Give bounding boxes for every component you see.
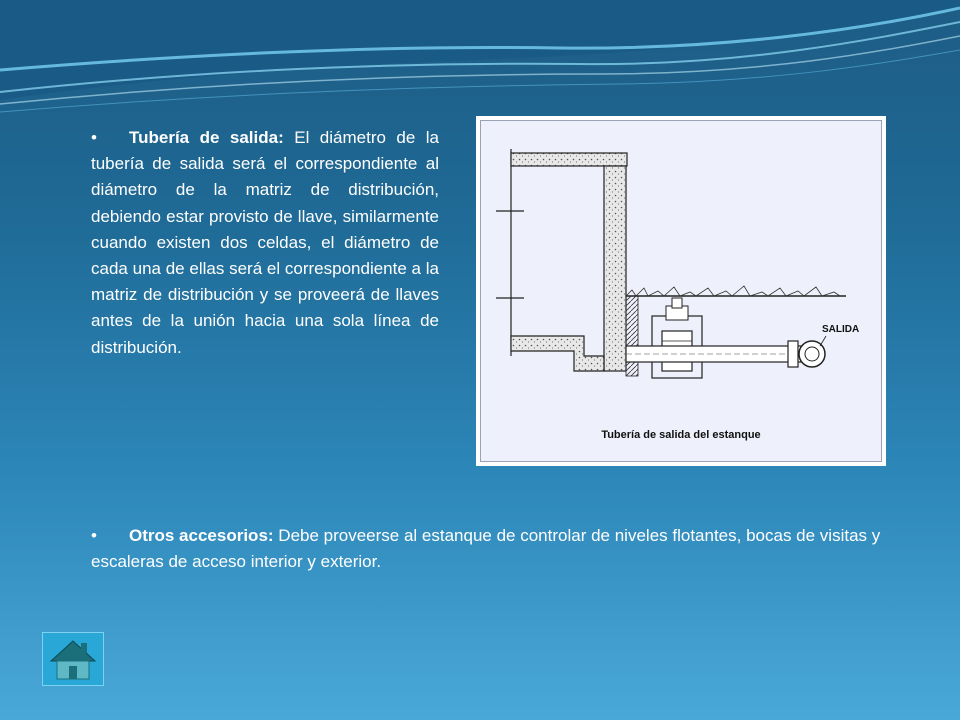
house-icon xyxy=(43,633,103,685)
other-accessories-heading: Otros accesorios: xyxy=(129,526,274,545)
header-waves xyxy=(0,0,960,120)
outlet-pipe-diagram xyxy=(476,116,886,466)
home-button[interactable] xyxy=(42,632,104,686)
other-accessories-paragraph xyxy=(91,523,931,575)
outlet-pipe-text: El diámetro de la tubería de salida será el correspondiente al diámetro de la matriz de distribución, debiendo estar provisto de llave, similarmente cuando existen dos celdas, el diámetro de cada una de ellas será el correspondiente a la matriz de distribución y se proveerá de llaves antes de la unión hacia una sola línea de distribución. xyxy=(91,128,440,357)
outlet-pipe-heading: Tubería de salida: xyxy=(129,128,284,147)
bullet: • xyxy=(91,526,97,545)
outlet-pipe-paragraph xyxy=(91,125,439,361)
bullet: • xyxy=(91,128,97,147)
tank-outlet-drawing xyxy=(476,116,886,466)
other-accessories-text: Debe proveerse al estanque de controlar de niveles flotantes, bocas de visitas y escaleras de acceso interior y exterior. xyxy=(91,526,881,571)
diagram-caption: Tubería de salida del estanque xyxy=(601,429,761,441)
outlet-label: SALIDA xyxy=(822,324,860,335)
